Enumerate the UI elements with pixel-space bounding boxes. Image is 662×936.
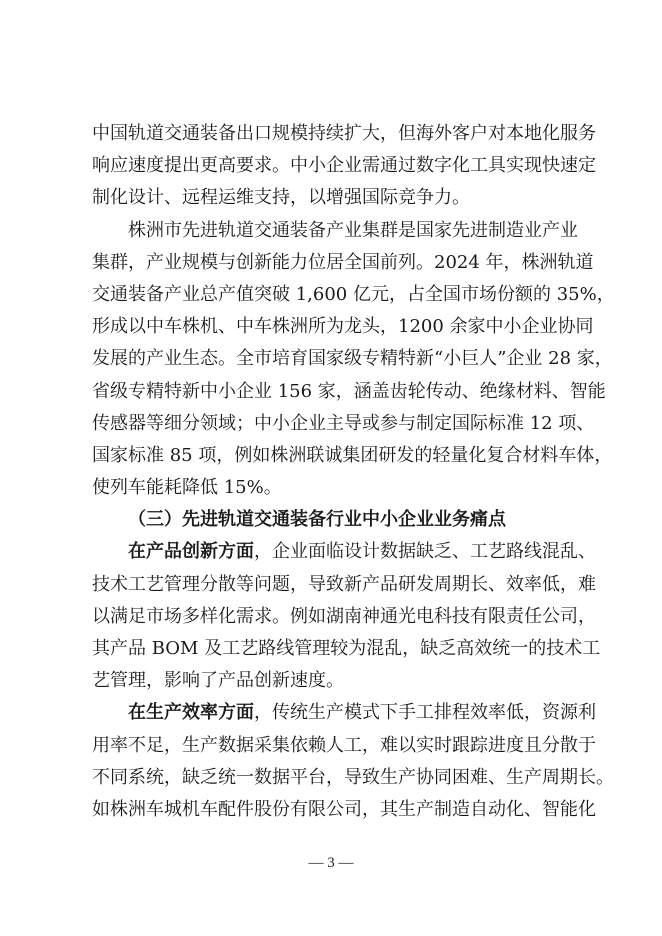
paragraph-line: [92, 697, 596, 729]
paragraph-line: 形成以中车株机、中车株洲所为龙头，1200 余家中小企业协同: [92, 316, 594, 338]
lead-phrase: 在生产效率方面: [128, 702, 254, 724]
paragraph-line: 技术工艺管理分散等问题，导致新产品研发周期长、效率低，难: [92, 573, 596, 595]
page-number: — 3 —: [308, 855, 354, 871]
paragraph-line: 传感器等细分领域；中小企业主导或参与制定国际标准 12 项、: [92, 412, 595, 434]
paragraph-line: 集群，产业规模与创新能力位居全国前列。2024 年，株洲轨道: [92, 251, 594, 273]
document-body: [92, 118, 615, 826]
lead-phrase: 在产品创新方面: [128, 541, 254, 563]
lead-rest: ，传统生产模式下手工排程效率低，资源利: [254, 702, 596, 724]
paragraph-line: 以满足市场多样化需求。例如湖南神通光电科技有限责任公司，: [92, 605, 596, 627]
paragraph-line: 用率不足，生产数据采集依赖人工，难以实时跟踪进度且分散于: [92, 734, 596, 756]
paragraph-line: 不同系统，缺乏统一数据平台，导致生产协同困难、生产周期长。: [92, 766, 614, 788]
paragraph-line: 株洲市先进轨道交通装备产业集群是国家先进制造业产业: [128, 219, 578, 241]
paragraph-line: 其产品 BOM 及工艺路线管理较为混乱，缺乏高效统一的技术工: [92, 638, 601, 659]
paragraph-line: 使列车能耗降低 15%。: [92, 477, 282, 499]
paragraph-line: 发展的产业生态。全市培育国家级专精特新“小巨人”企业 28 家，: [92, 348, 613, 370]
paragraph-line: 中国轨道交通装备出口规模持续扩大，但海外客户对本地化服务: [92, 123, 596, 144]
lead-rest: ，企业面临设计数据缺乏、工艺路线混乱、: [254, 541, 596, 563]
paragraph-line: 交通装备产业总产值突破 1,600 亿元，占全国市场份额的 35%，: [92, 283, 615, 305]
paragraph-line: 响应速度提出更高要求。中小企业需通过数字化工具实现快速定: [92, 155, 596, 177]
paragraph-line: 如株洲车城机车配件股份有限公司，其生产制造自动化、智能化: [92, 798, 596, 820]
paragraph-line: 艺管理，影响了产品创新速度。: [92, 670, 344, 692]
section-heading: （三）先进轨道交通装备行业中小企业业务痛点: [128, 509, 506, 531]
paragraph-line: 制化设计、远程运维支持，以增强国际竞争力。: [92, 187, 470, 209]
paragraph-line: [92, 536, 596, 568]
paragraph-line: 省级专精特新中小企业 156 家，涵盖齿轮传动、绝缘材料、智能: [92, 380, 606, 402]
paragraph-line: 国家标准 85 项，例如株洲联诚集团研发的轻量化复合材料车体，: [92, 444, 613, 466]
